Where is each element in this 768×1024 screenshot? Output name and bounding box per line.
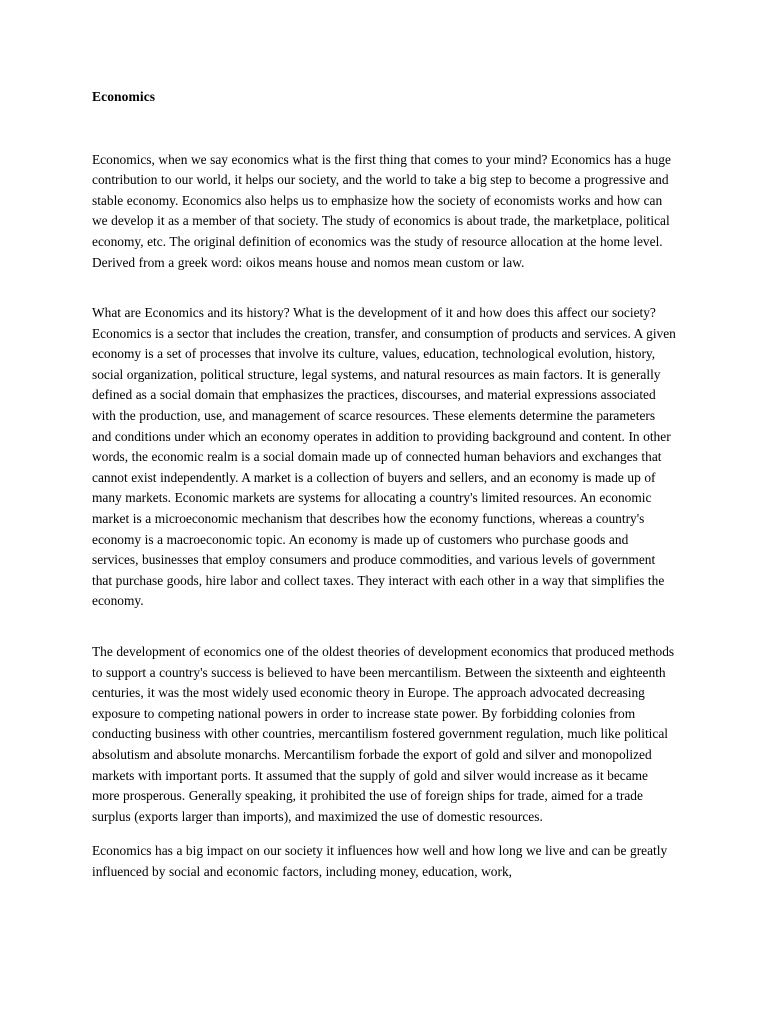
body-paragraph: The development of economics one of the oldest theories of development economics that produced methods to support a country's success is believed to have been mercantilism. Between the sixteenth and eighteenth centuries, it was the most widely used economic theory in Europe. The approach advocated decreasing exposure to competing national powers in order to increase state power. By forbidding colonies from conducting business with other countries, mercantilism fostered government regulation, much like political absolutism and absolute monarchs. Mercantilism forbade the export of gold and silver and monopolized markets with important ports. It assumed that the supply of gold and silver would increase as it became more prosperous. Generally speaking, it prohibited the use of foreign ships for trade, aimed for a trade surplus (exports larger than imports), and maximized the use of domestic resources. bbox=[92, 644, 675, 824]
body-paragraph: Economics, when we say economics what is the first thing that comes to your mind? Economics has a huge contribution to our world, it helps our society, and the world to take a big step to become a progressive and stable economy. Economics also helps us to emphasize how the society of economists works and how can we develop it as a member of that society. The study of economics is about trade, the marketplace, political economy, etc. The original definition of economics was the study of resource allocation at the home level. Derived from a greek word: oikos means house and nomos mean custom or law. bbox=[92, 151, 671, 270]
body-paragraph: What are Economics and its history? What is the development of it and how does this affect our society? Economics is a sector that includes the creation, transfer, and consumption of products and services. A given economy is a set of processes that involve its culture, values, education, technological evolution, history, social organization, political structure, legal systems, and natural resources as main factors. It is generally defined as a social domain that emphasizes the practices, discourses, and material expressions associated with the production, use, and management of scarce resources. These elements determine the parameters and conditions under which an economy operates in addition to providing background and content. In other words, the economic realm is a social domain made up of connected human behaviors and exchanges that cannot exist independently. A market is a collection of buyers and sellers, and an economy is made up of many markets. Economic markets are systems for allocating a country's limited resources. An economic market is a microeconomic mechanism that describes how the economy functions, whereas a country's economy is a macroeconomic topic. An economy is made up of customers who purchase goods and services, businesses that employ consumers and produce commodities, and various levels of government that purchase goods, hire labor and collect taxes. They interact with each other in a way that simplifies the economy. bbox=[92, 305, 676, 609]
page-title: Economics bbox=[92, 89, 156, 104]
body-paragraph: Economics has a big impact on our society it influences how well and how long we live and can be greatly influenced by social and economic factors, including money, education, work, bbox=[92, 843, 668, 879]
